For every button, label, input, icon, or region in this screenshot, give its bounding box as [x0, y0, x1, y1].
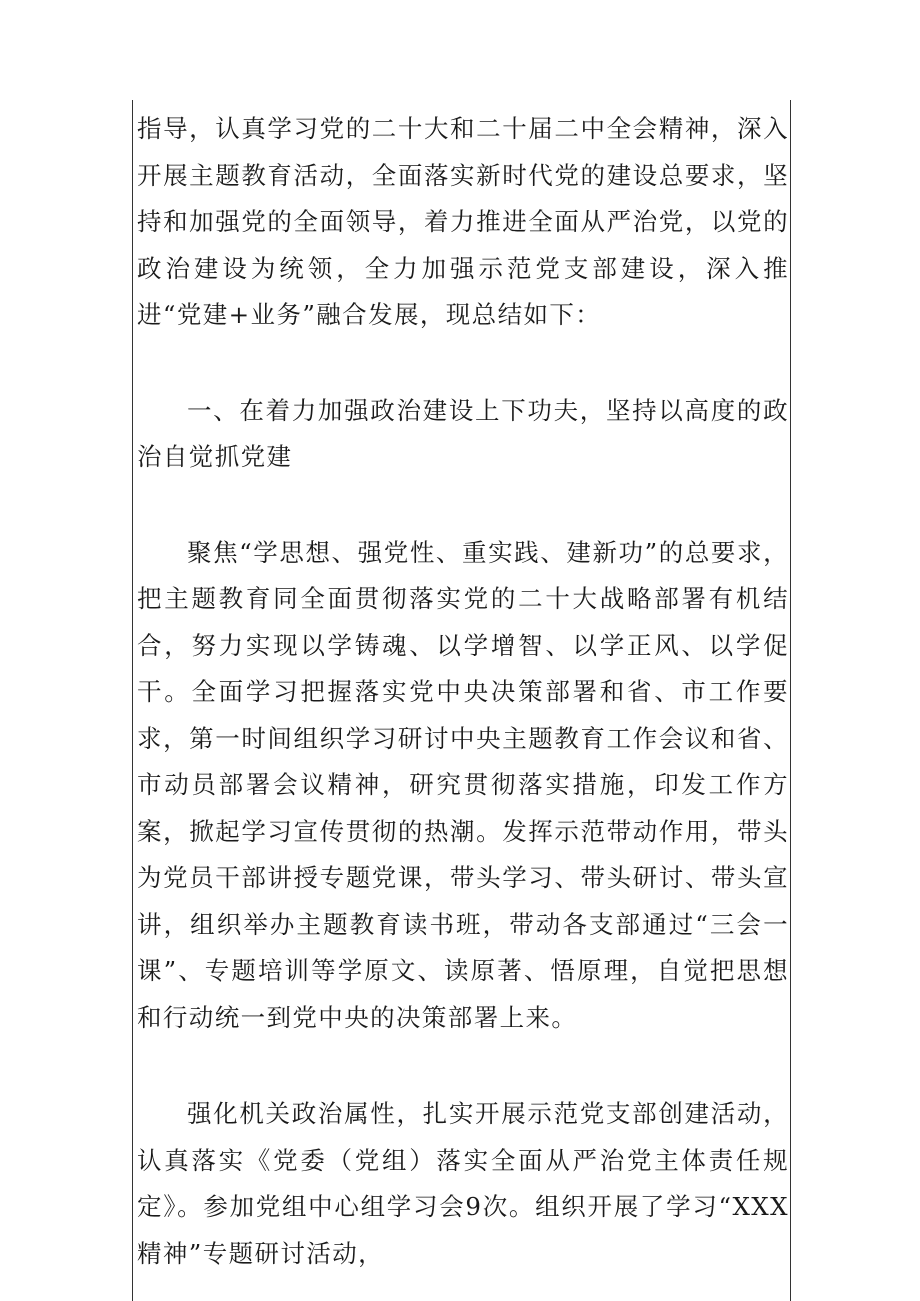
paragraph-body: 聚焦“学思想、强党性、重实践、建新功”的总要求，把主题教育同全面贯彻落实党的二十大战略部署有机结合，努力实现以学铸魂、以学增智、以学正风、以学促干。全面学习把握落实党中央决策部署和省、市工作要求，第一时间组织学习研讨中央主题教育工作会议和省、市动员部署会议精神，研究贯彻落实措施，印发工作方案，掀起学习宣传贯彻的热潮。发挥示范带动作用，带头为党员干部讲授专题党课，带头学习、带头研讨、带头宣讲，组织举办主题教育读书班，带动各支部通过“三会一课”、专题培训等学原文、读原著、悟原理，自觉把思想和行动统一到党中央的决策部署上来。 — [137, 537, 789, 1032]
paragraph-intro: 指导，认真学习党的二十大和二十届二中全会精神，深入开展主题教育活动，全面落实新时代党的建设总要求，坚持和加强党的全面领导，着力推进全面从严治党，以党的政治建设为统领，全力加强示范党支部建设，深入推进“党建+业务”融合发展，现总结如下： — [137, 114, 789, 329]
document-body — [137, 106, 789, 1277]
section-heading: 一、在着力加强政治建设上下功夫，坚持以高度的政治自觉抓党建 — [137, 395, 789, 471]
paragraph-body: 强化机关政治属性，扎实开展示范党支部创建活动，认真落实《党委（党组）落实全面从严治党主体责任规定》。参加党组中心组学习会9次。组织开展了学习“XXX精神”专题研讨活动， — [137, 1099, 789, 1268]
table-border-left — [132, 100, 133, 1301]
table-border-right — [790, 100, 791, 1301]
